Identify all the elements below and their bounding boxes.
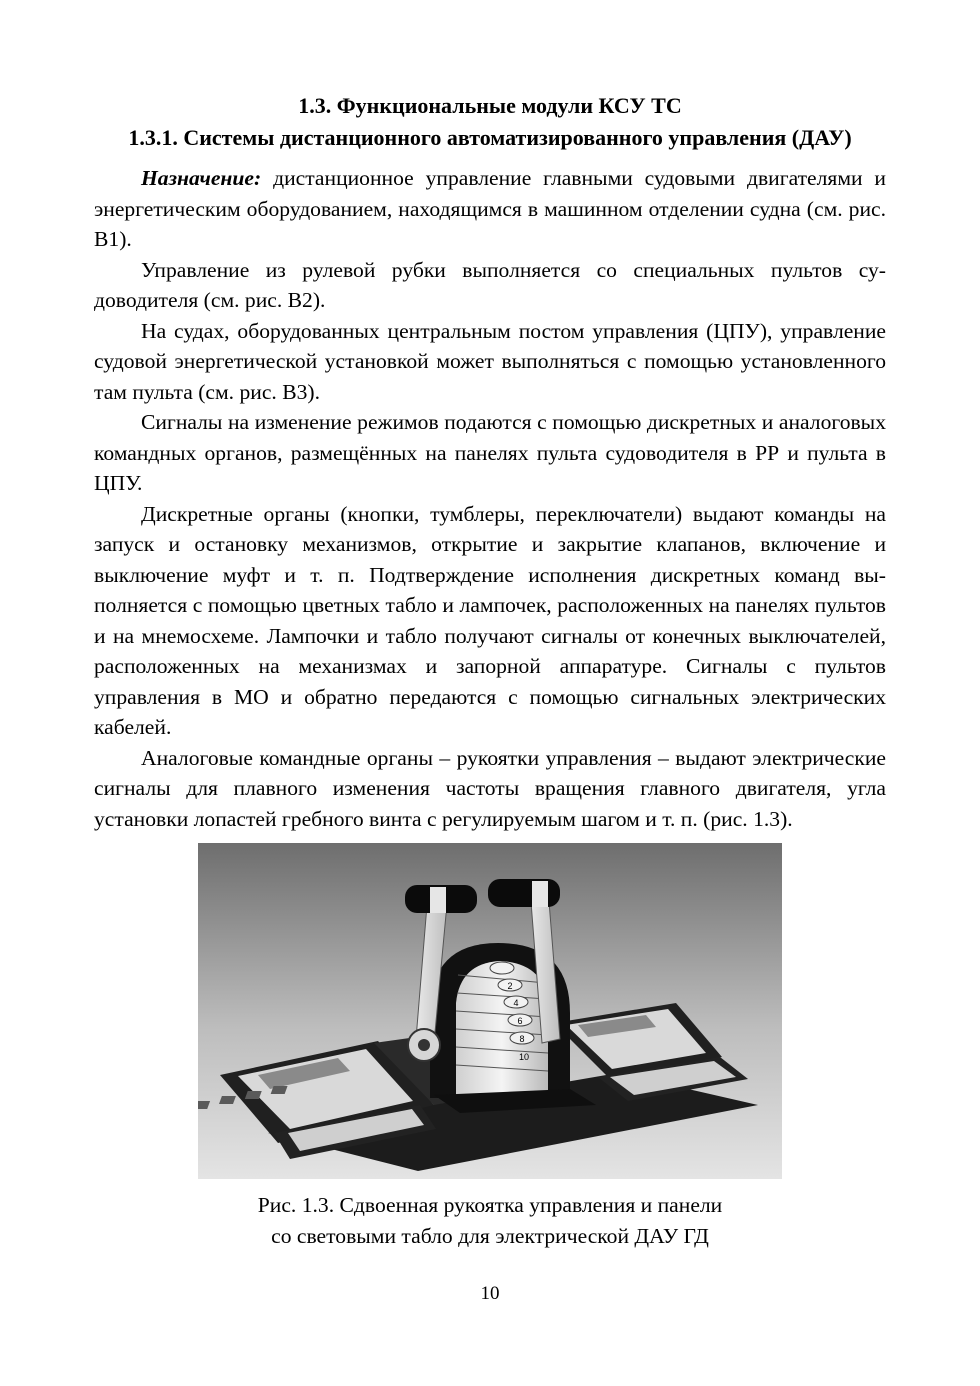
paragraph: Дискретные органы (кнопки, тумблеры, переключатели) выдают команды на запуск и остановку механизмов, открытие и закрытие клапанов, включение и выключение муфт и т. п. Подтверждение исполнения дискретных команд выполняется с помощью цветных табло и лампочек, расположенных на панелях пультов и на мнемосхеме. Лампочки и табло получают сигналы от конечных выключателей, расположенных на механизмах и запорной аппаратуре. Сигналы с пультов управления в МО и обратно передаются с помощью сигнальных электрических кабелей. [94,501,886,739]
figure-caption: со световыми табло для электрической ДАУ ГД [271,1224,709,1248]
scale-label: 10 [518,1052,530,1062]
section-title: 1.3. Функциональные модули КСУ ТС [298,93,682,118]
paragraph: Управление из рулевой рубки выполняется со специальных пультов судоводителя (см. рис. В2). [94,257,886,312]
paragraph-text: дистанционное управление главными судовыми двигателями и энергетическим оборудованием, находящимся в машинном отделении судна (см. рис. В1). [94,166,886,251]
right-lever-handle [488,879,560,907]
paragraph: Сигналы на изменение режимов подаются с помощью дискретных и аналоговых командных органов, размещённых на панелях пульта судоводителя в РР и пульта в ЦПУ. [94,410,886,495]
scale-label: 2 [507,981,513,991]
paragraph-lead: Назначение: [141,166,262,190]
paragraph-purpose [94,163,886,255]
figure-dual-control-lever [198,843,782,1179]
subsection-title: 1.3.1. Системы дистанционного автоматизированного управления (ДАУ) [128,125,852,150]
control-lever-photo [198,843,782,1179]
scale-label: 8 [519,1034,525,1044]
scale-label: 4 [513,998,519,1008]
scale-label: 6 [517,1016,523,1026]
paragraph: Аналоговые командные органы – рукоятки управления – выдают электрические сигналы для плавного изменения частоты вращения главного двигателя, угла установки лопастей гребного винта с регулируемым шагом и т. п. (рис. 1.3). [94,745,886,831]
paragraph: На судах, оборудованных центральным постом управления (ЦПУ), управление судовой энергетической установкой может выполняться с помощью установленного там пульта (см. рис. В3). [94,318,886,404]
figure-caption: Рис. 1.3. Сдвоенная рукоятка управления и панели [257,1193,723,1217]
body-text [94,163,886,834]
page-number: 10 [480,1283,500,1304]
